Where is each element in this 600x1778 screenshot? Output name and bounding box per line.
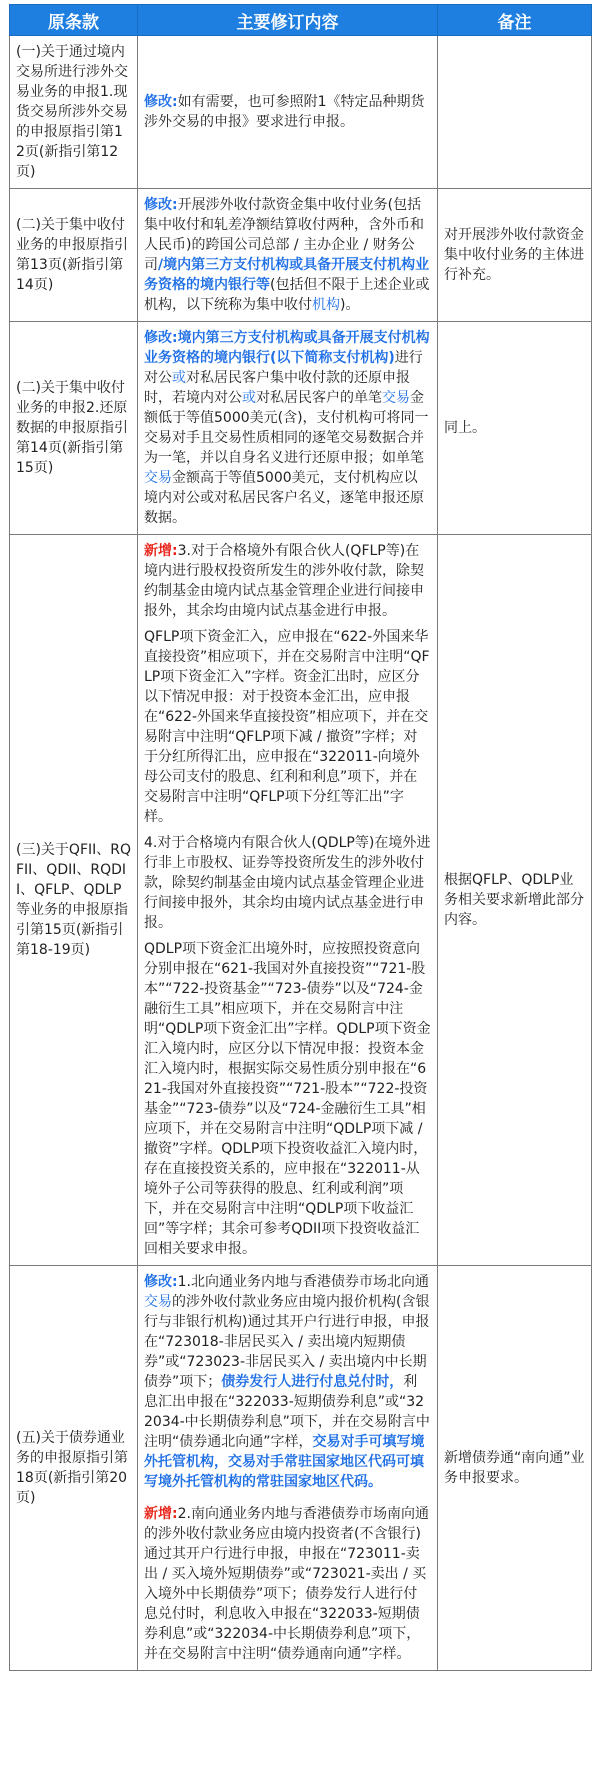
revision-text: )。: [340, 297, 360, 313]
revision-text: (包括但不限于上述企业或机构，以下统称为集中收付: [144, 277, 430, 313]
revision-highlight: 或: [242, 390, 256, 406]
table-row: [10, 36, 592, 189]
revision-highlight: 交易: [144, 470, 172, 486]
remarks-cell: 新增债券通“南向通”业务申报要求。: [438, 1266, 592, 1671]
revision-highlight: 或: [172, 370, 186, 386]
revision-text: 对私居民客户的单笔: [256, 390, 382, 406]
revision-cell: [138, 36, 438, 189]
revision-highlight: 交易: [382, 390, 410, 406]
revision-text: 开展涉外收付款资金集中收付业务(包括集中收付和轧差净额结算收付两种，含外币和人民币)的跨国公司总部 / 主办企业 / 财务公司: [144, 197, 424, 273]
revision-cell: [138, 1266, 438, 1671]
revision-text: 的涉外收付款业务应由境内报价机构(含银行与非银行机构)通过其开户行进行申报，申报在“723018-非居民买入 / 卖出境内短期债券”或“723023-非居民买入 / 卖出境内中长期债券”项下；: [144, 1294, 430, 1390]
revision-highlight: /境内第三方支付机构或具备开展支付机构业务资格的境内银行等: [144, 257, 430, 293]
revision-highlight: 机构: [312, 297, 340, 313]
original-clause-cell: (二)关于集中收付业务的申报2.还原数据的申报原指引第14页(新指引第15页): [10, 322, 138, 535]
table-row: [10, 189, 592, 322]
revision-table: [9, 4, 592, 1671]
revision-paragraph: [144, 1504, 431, 1664]
modify-tag: 修改:: [144, 330, 178, 346]
revision-text: 如有需要，也可参照附1《特定品种期货涉外交易的申报》要求进行申报。: [144, 94, 425, 130]
modify-tag: 修改:: [144, 94, 178, 110]
revision-text: 金额高于等值5000美元，支付机构应以境内对公或对私居民客户名义，逐笔申报还原数据。: [144, 470, 424, 526]
revision-cell: [138, 535, 438, 1266]
revision-paragraph: 4.对于合格境内有限合伙人(QDLP等)在境外进行非上市股权、证券等投资所发生的涉外收付款，除契约制基金由境内试点基金管理企业进行间接申报外，其余均由境内试点基金进行申报。: [144, 835, 431, 931]
revision-text: 对私居民客户集中收付款的还原申报时，若境内对公: [144, 370, 410, 406]
revision-paragraph: QFLP项下资金汇入，应申报在“622-外国来华直接投资”相应项下，并在交易附言中注明“QFLP项下资金汇入”字样。资金汇出时，应区分以下情况申报：对于投资本金汇出，应申报在“622-外国来华直接投资”相应项下，并在交易附言中注明“QFLP项下减 / 撤资”字样；对于分红所得汇出，应申报在“322011-向境外母公司支付的股息、红利和利息”项下，并在交易附言中注明“QFLP项下分红等汇出”字样。: [144, 629, 430, 825]
revision-paragraph: QDLP项下资金汇出境外时，应按照投资意向分别申报在“621-我国对外直接投资”“721-股本”“722-投资基金”“723-债券”以及“724-金融衍生工具”相应项下，并在交易附言中注明“QDLP项下资金汇出”字样。QDLP项下资金汇入境内时，应区分以下情况申报：投资本金汇入境内时，根据实际交易性质分别申报在“621-我国对外直接投资”“721-股本”“722-投资基金”“723-债券”以及“724-金融衍生工具”相应项下，并在交易附言中注明“QDLP项下减 / 撤资”字样。QDLP项下投资收益汇入境内时，存在直接投资关系的，应申报在“322011-从境外子公司等获得的股息、红利或利润”项下，并在交易附言中注明“QDLP项下收益汇回”等字样；其余可参考QDII项下投资收益汇回相关要求申报。: [144, 941, 431, 1257]
table-row: [10, 322, 592, 535]
revision-paragraph: [144, 1272, 431, 1492]
original-clause-cell: (二)关于集中收付业务的申报原指引第13页(新指引第14页): [10, 189, 138, 322]
revision-highlight: 债券发行人进行付息兑付时，: [221, 1374, 404, 1390]
revision-paragraph: [144, 541, 431, 621]
header-main-revision: 主要修订内容: [138, 5, 438, 36]
revision-cell: [138, 322, 438, 535]
revision-text: 金额低于等值5000美元(含)，支付机构可将同一交易对手且交易性质相同的逐笔交易数据合并为一笔，并以自身名义进行还原申报；如单笔: [144, 390, 429, 466]
add-tag: 新增:: [144, 1506, 178, 1522]
revision-highlight: 境内第三方支付机构或具备开展支付机构业务资格的境内银行(以下简称支付机构): [144, 330, 430, 366]
revision-cell: [138, 189, 438, 322]
remarks-cell: 对开展涉外收付款资金集中收付业务的主体进行补充。: [438, 189, 592, 322]
original-clause-cell: (五)关于债券通业务的申报原指引第18页(新指引第20页): [10, 1266, 138, 1671]
header-remarks: 备注: [438, 5, 592, 36]
remarks-cell: 同上。: [438, 322, 592, 535]
revision-text: 2.南向通业务内地与香港债券市场南向通的涉外收付款业务应由境内投资者(不含银行)通过其开户行进行申报，申报在“723011-卖出 / 买入境外短期债券”或“723021-卖出 / 买入境外中长期债券”项下；债券发行人进行付息兑付时，利息收入申报在“322033-短期债券利息”或“322034-中长期债券利息”项下，并在交易附言中注明“债券通南向通”字样。: [144, 1506, 429, 1662]
header-original-clause: 原条款: [10, 5, 138, 36]
revision-text: 进行对公: [144, 350, 423, 386]
table-row: [10, 1266, 592, 1671]
revision-text: 利息汇出申报在“322033-短期债券利息”或“322034-中长期债券利息”项下，并在交易附言中注明“债券通北向通”字样，: [144, 1374, 430, 1450]
table-row: [10, 535, 592, 1266]
modify-tag: 修改:: [144, 1274, 178, 1290]
revision-text: 1.北向通业务内地与香港债券市场北向通: [177, 1274, 429, 1290]
original-clause-cell: (三)关于QFII、RQFII、QDII、RQDII、QFLP、QDLP等业务的申报原指引第15页(新指引第18-19页): [10, 535, 138, 1266]
table-header-row: [10, 5, 592, 36]
revision-highlight: 交易对手可填写境外托管机构，交易对手常驻国家地区代码可填写境外托管机构的常驻国家地区代码: [144, 1434, 425, 1490]
revision-text: 3.对于合格境外有限合伙人(QFLP等)在境内进行股权投资所发生的涉外收付款，除契约制基金由境内试点基金管理企业进行间接申报外，其余均由境内试点基金进行申报。: [144, 543, 424, 619]
remarks-cell: 根据QFLP、QDLP业务相关要求新增此部分内容。: [438, 535, 592, 1266]
original-clause-cell: (一)关于通过境内交易所进行涉外交易业务的申报1.现货交易所涉外交易的申报原指引第12页(新指引第12页): [10, 36, 138, 189]
revision-highlight: 交易: [144, 1294, 172, 1310]
remarks-cell: [438, 36, 592, 189]
add-tag: 新增:: [144, 543, 178, 559]
modify-tag: 修改:: [144, 197, 178, 213]
revision-highlight: 。: [368, 1474, 382, 1490]
